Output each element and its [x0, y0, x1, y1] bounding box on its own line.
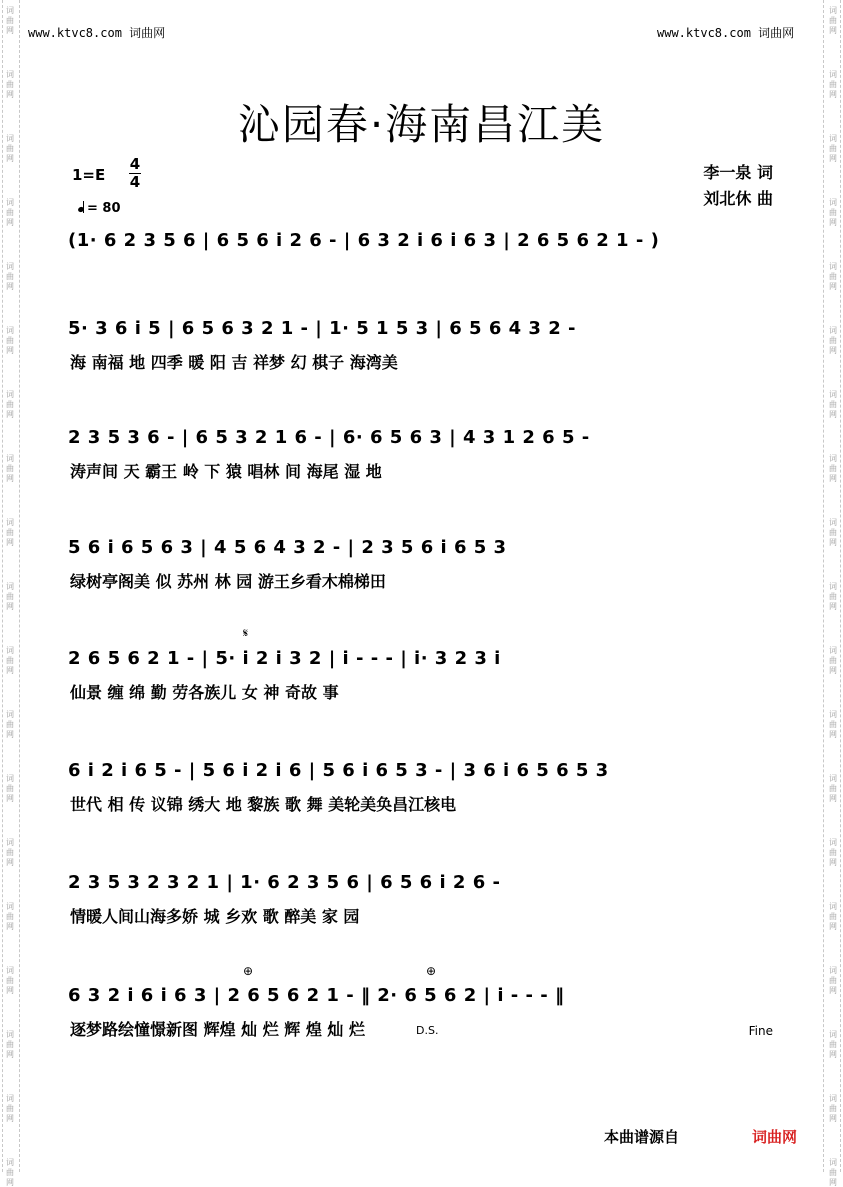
- watermark-glyph: 曲: [6, 1040, 14, 1049]
- key-signature: 1=E: [72, 166, 106, 184]
- watermark-glyph: 曲: [829, 528, 837, 537]
- watermark-glyph: 词: [829, 1030, 837, 1039]
- source-label: 本曲谱源自: [604, 1128, 680, 1146]
- watermark-glyph: 网: [829, 986, 837, 995]
- composer-credit: 刘北休 曲: [703, 189, 773, 208]
- song-title: 沁园春·海南昌江美: [237, 100, 606, 149]
- watermark-glyph: 曲: [829, 272, 837, 281]
- lyric-line: 海 南福 地 四季 暖 阳 吉 祥梦 幻 棋子 海湾美: [70, 353, 398, 372]
- notation-line: 5· 3 6 i 5 | 6 5 6 3 2 1 - | 1· 5 1 5 3 | 6 5 6 4 3 2 -: [68, 318, 576, 339]
- watermark-glyph: 词: [829, 1094, 837, 1103]
- lyricist-credit: 李一泉 词: [703, 163, 773, 182]
- dal-segno-mark: D.S.: [416, 1024, 439, 1037]
- watermark-glyph: 网: [6, 730, 14, 739]
- watermark-glyph: 曲: [6, 16, 14, 25]
- watermark-glyph: 曲: [6, 720, 14, 729]
- watermark-glyph: 词: [829, 6, 837, 15]
- segno-sign: 𝄋: [243, 626, 249, 640]
- notation-line: (1· 6 2 3 5 6 | 6 5 6 i 2 6 - | 6 3 2 i 6 i 6 3 | 2 6 5 6 2 1 - ): [68, 230, 660, 251]
- watermark-glyph: 网: [6, 666, 14, 675]
- watermark-glyph: 词: [829, 710, 837, 719]
- notation-line: 6 3 2 i 6 i 6 3 | 2 6 5 6 2 1 - ‖ 2· 6 5 6 2 | i - - - ‖: [68, 985, 565, 1006]
- coda-sign-1: ⊕: [243, 964, 254, 978]
- watermark-glyph: 词: [829, 390, 837, 399]
- watermark-glyph: 网: [6, 154, 14, 163]
- lyric-line: 绿树亭阁美 似 苏州 林 园 游王乡看木棉梯田: [70, 572, 386, 591]
- watermark-glyph: 曲: [6, 1104, 14, 1113]
- brand-link[interactable]: 词曲网: [752, 1128, 798, 1146]
- watermark-glyph: 曲: [829, 1040, 837, 1049]
- notation-line: 2 6 5 6 2 1 - | 5· i 2 i 3 2 | i - - - | i· 3 2 3 i: [68, 648, 501, 669]
- notation-line: 5 6 i 6 5 6 3 | 4 5 6 4 3 2 - | 2 3 5 6 i 6 5 3: [68, 537, 507, 558]
- watermark-glyph: 词: [6, 518, 14, 527]
- watermark-glyph: 网: [6, 90, 14, 99]
- watermark-glyph: 词: [6, 262, 14, 271]
- watermark-glyph: 网: [829, 538, 837, 547]
- watermark-glyph: 曲: [6, 144, 14, 153]
- watermark-glyph: 网: [829, 154, 837, 163]
- watermark-glyph: 曲: [6, 912, 14, 921]
- watermark-glyph: 曲: [829, 336, 837, 345]
- watermark-glyph: 词: [6, 1094, 14, 1103]
- watermark-glyph: 网: [6, 1114, 14, 1123]
- lyric-line: 涛声间 天 霸王 岭 下 猿 唱林 间 海尾 湿 地: [70, 462, 382, 481]
- watermark-glyph: 词: [829, 198, 837, 207]
- watermark-glyph: 词: [6, 1030, 14, 1039]
- watermark-glyph: 网: [829, 730, 837, 739]
- watermark-glyph: 词: [829, 518, 837, 527]
- watermark-glyph: 曲: [829, 400, 837, 409]
- watermark-glyph: 曲: [6, 592, 14, 601]
- watermark-glyph: 词: [829, 1158, 837, 1167]
- watermark-glyph: 曲: [829, 976, 837, 985]
- watermark-glyph: 曲: [829, 912, 837, 921]
- watermark-glyph: 词: [6, 646, 14, 655]
- coda-sign-2: ⊕: [426, 964, 437, 978]
- watermark-glyph: 网: [6, 282, 14, 291]
- watermark-glyph: 网: [6, 410, 14, 419]
- watermark-glyph: 曲: [829, 592, 837, 601]
- watermark-glyph: 词: [6, 134, 14, 143]
- watermark-glyph: 词: [6, 1158, 14, 1167]
- watermark-glyph: 词: [829, 454, 837, 463]
- time-signature-top: 4: [129, 155, 141, 173]
- watermark-glyph: 网: [829, 602, 837, 611]
- watermark-glyph: 词: [6, 6, 14, 15]
- tempo-value: = 80: [87, 201, 121, 216]
- watermark-glyph: 曲: [6, 336, 14, 345]
- watermark-glyph: 曲: [6, 976, 14, 985]
- watermark-glyph: 网: [829, 90, 837, 99]
- watermark-glyph: 网: [6, 858, 14, 867]
- watermark-glyph: 网: [829, 1178, 837, 1187]
- watermark-glyph: 网: [829, 794, 837, 803]
- watermark-glyph: 曲: [6, 272, 14, 281]
- watermark-glyph: 网: [829, 282, 837, 291]
- time-signature-bottom: 4: [129, 173, 141, 191]
- watermark-glyph: 词: [6, 966, 14, 975]
- time-signature: [128, 156, 142, 191]
- watermark-glyph: 网: [829, 346, 837, 355]
- watermark-glyph: 词: [6, 70, 14, 79]
- watermark-glyph: 网: [6, 922, 14, 931]
- watermark-glyph: 词: [829, 646, 837, 655]
- watermark-glyph: 词: [6, 454, 14, 463]
- watermark-glyph: 网: [829, 858, 837, 867]
- watermark-glyph: 词: [6, 390, 14, 399]
- watermark-glyph: 网: [829, 922, 837, 931]
- lyric-line: 情暖人间山海多娇 城 乡欢 歌 醉美 家 园: [70, 907, 360, 926]
- lyric-line: 世代 相 传 议锦 绣大 地 黎族 歌 舞 美轮美奂昌江核电: [70, 795, 457, 814]
- watermark-glyph: 网: [829, 666, 837, 675]
- watermark-glyph: 网: [829, 218, 837, 227]
- watermark-glyph: 词: [829, 326, 837, 335]
- watermark-glyph: 曲: [829, 784, 837, 793]
- notation-line: 2 3 5 3 6 - | 6 5 3 2 1 6 - | 6· 6 5 6 3 | 4 3 1 2 6 5 -: [68, 427, 590, 448]
- watermark-glyph: 网: [829, 1050, 837, 1059]
- lyric-line: 仙景 缠 绵 勤 劳各族儿 女 神 奇故 事: [70, 683, 339, 702]
- watermark-glyph: 曲: [829, 208, 837, 217]
- watermark-glyph: 词: [6, 902, 14, 911]
- watermark-glyph: 网: [6, 1178, 14, 1187]
- watermark-glyph: 曲: [6, 784, 14, 793]
- watermark-glyph: 词: [829, 134, 837, 143]
- watermark-glyph: 曲: [6, 848, 14, 857]
- notation-line: 6 i 2 i 6 5 - | 5 6 i 2 i 6 | 5 6 i 6 5 3 - | 3 6 i 6 5 6 5 3: [68, 760, 609, 781]
- watermark-glyph: 曲: [6, 400, 14, 409]
- watermark-glyph: 网: [6, 346, 14, 355]
- fine-mark: Fine: [748, 1024, 773, 1038]
- watermark-glyph: 词: [829, 582, 837, 591]
- watermark-glyph: 网: [6, 474, 14, 483]
- watermark-glyph: 词: [6, 198, 14, 207]
- watermark-glyph: 曲: [829, 720, 837, 729]
- watermark-glyph: 网: [6, 602, 14, 611]
- watermark-glyph: 词: [829, 262, 837, 271]
- watermark-glyph: 词: [6, 710, 14, 719]
- watermark-glyph: 曲: [6, 1168, 14, 1177]
- watermark-glyph: 网: [829, 410, 837, 419]
- watermark-glyph: 词: [6, 774, 14, 783]
- watermark-glyph: 网: [829, 26, 837, 35]
- watermark-glyph: 曲: [829, 80, 837, 89]
- watermark-glyph: 网: [6, 26, 14, 35]
- watermark-glyph: 曲: [6, 80, 14, 89]
- watermark-glyph: 曲: [829, 1168, 837, 1177]
- watermark-glyph: 曲: [829, 848, 837, 857]
- watermark-glyph: 曲: [829, 1104, 837, 1113]
- watermark-glyph: 网: [6, 794, 14, 803]
- watermark-glyph: 曲: [6, 464, 14, 473]
- watermark-glyph: 曲: [6, 528, 14, 537]
- watermark-glyph: 曲: [829, 144, 837, 153]
- site-url-left[interactable]: www.ktvc8.com 词曲网: [28, 26, 166, 40]
- watermark-glyph: 网: [6, 1050, 14, 1059]
- site-url-right[interactable]: www.ktvc8.com 词曲网: [657, 26, 795, 40]
- watermark-glyph: 网: [6, 218, 14, 227]
- watermark-glyph: 词: [829, 902, 837, 911]
- watermark-glyph: 词: [6, 326, 14, 335]
- watermark-glyph: 词: [829, 966, 837, 975]
- watermark-glyph: 曲: [6, 208, 14, 217]
- watermark-glyph: 词: [829, 838, 837, 847]
- tempo-marking: [78, 201, 121, 216]
- watermark-glyph: 网: [829, 1114, 837, 1123]
- watermark-glyph: 网: [829, 474, 837, 483]
- watermark-glyph: 曲: [829, 16, 837, 25]
- watermark-glyph: 曲: [829, 464, 837, 473]
- notation-line: 2 3 5 3 2 3 2 1 | 1· 6 2 3 5 6 | 6 5 6 i 2 6 -: [68, 872, 501, 893]
- lyric-line: 逐梦路绘憧憬新图 辉煌 灿 烂 辉 煌 灿 烂: [70, 1020, 365, 1039]
- watermark-glyph: 词: [829, 774, 837, 783]
- watermark-glyph: 曲: [829, 656, 837, 665]
- watermark-glyph: 曲: [6, 656, 14, 665]
- watermark-glyph: 词: [829, 70, 837, 79]
- watermark-glyph: 网: [6, 986, 14, 995]
- watermark-glyph: 网: [6, 538, 14, 547]
- watermark-glyph: 词: [6, 838, 14, 847]
- watermark-glyph: 词: [6, 582, 14, 591]
